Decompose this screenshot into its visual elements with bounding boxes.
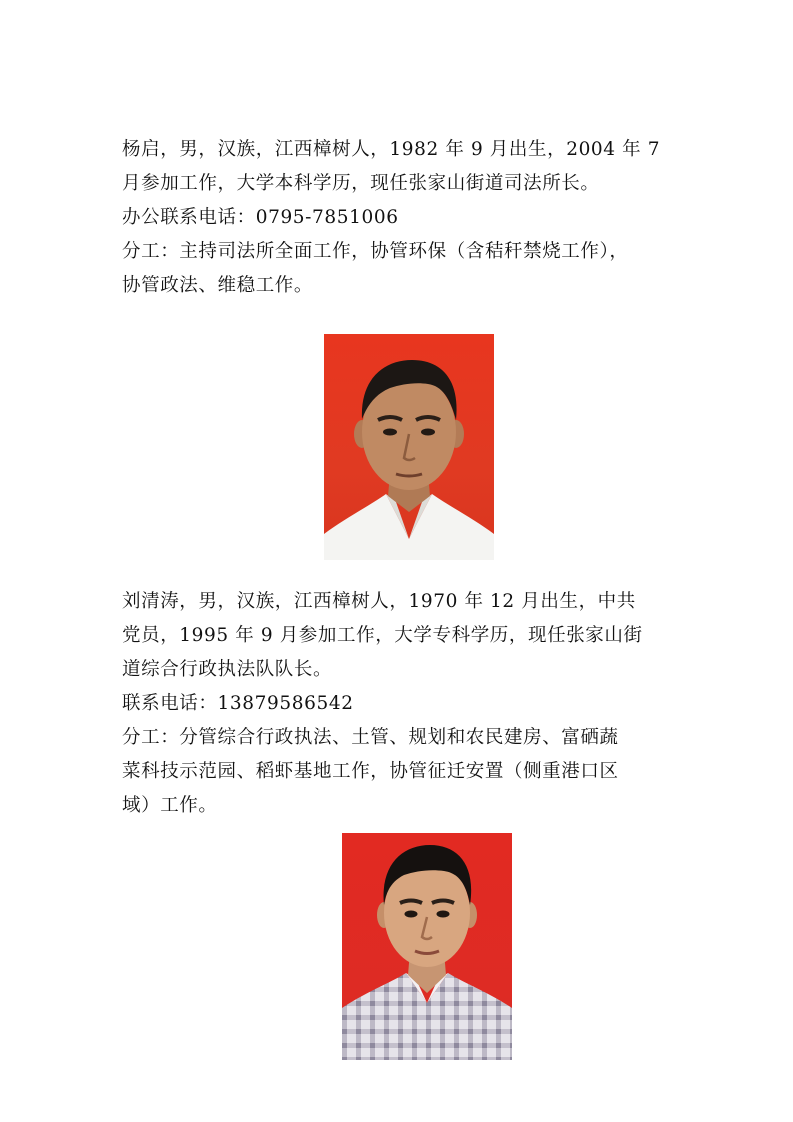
profile-line: 月参加工作，大学本科学历，现任张家山街道司法所长。: [122, 173, 600, 194]
portrait-photo-yang-qi: [324, 334, 494, 560]
phone-line: 办公联系电话：0795-7851006: [122, 207, 399, 228]
profile-line: 杨启，男，汉族，江西樟树人，1982 年 9 月出生，2004 年 7: [122, 139, 661, 160]
phone-line: 联系电话：13879586542: [122, 693, 354, 714]
duty-line: 协管政法、维稳工作。: [122, 275, 314, 296]
profile-line: 党员，1995 年 9 月参加工作，大学专科学历，现任张家山街: [122, 625, 643, 646]
duty-line: 菜科技示范园、稻虾基地工作，协管征迁安置（侧重港口区: [122, 761, 619, 782]
portrait-image: [324, 334, 494, 560]
profile-line: 道综合行政执法队队长。: [122, 659, 333, 680]
duty-line: 域）工作。: [122, 795, 218, 816]
profile-yang-qi: [122, 133, 682, 303]
profile-line: 刘清涛，男，汉族，江西樟树人，1970 年 12 月出生，中共: [122, 591, 636, 612]
duty-line: 分工：分管综合行政执法、土管、规划和农民建房、富硒蔬: [122, 727, 619, 748]
portrait-image: [342, 833, 512, 1060]
profile-liu-qingtao: [122, 585, 682, 823]
duty-line: 分工：主持司法所全面工作，协管环保（含秸秆禁烧工作），: [122, 241, 629, 262]
portrait-photo-liu-qingtao: [342, 833, 512, 1060]
